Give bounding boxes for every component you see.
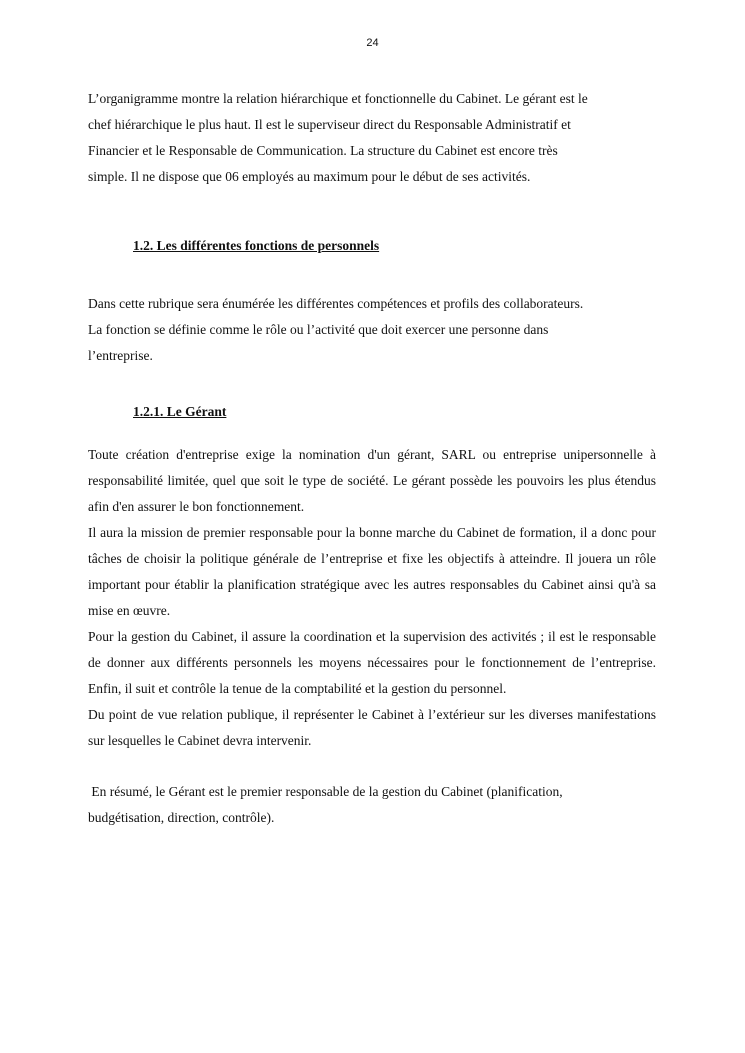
body-paragraph: Du point de vue relation publique, il représenter le Cabinet à l’extérieur sur les diverses manifestations sur lesquelles le Cabinet devra intervenir.	[88, 707, 656, 748]
summary-line: En résumé, le Gérant est le premier responsable de la gestion du Cabinet (planification,	[88, 784, 563, 799]
section-intro-line: La fonction se définie comme le rôle ou l’activité que doit exercer une personne dans	[88, 322, 549, 337]
summary-paragraph	[88, 779, 656, 831]
subsection-heading: 1.2.1. Le Gérant	[133, 404, 227, 419]
section-intro-paragraph	[88, 291, 656, 369]
summary-line: budgétisation, direction, contrôle).	[88, 810, 275, 825]
intro-paragraph	[88, 86, 656, 190]
section-intro-line: l’entreprise.	[88, 348, 153, 363]
body-paragraph: Pour la gestion du Cabinet, il assure la coordination et la supervision des activités ; il est le responsable de donner aux différents personnels les moyens nécessaires pour le fonctionnement de l’entreprise. Enfin, il suit et contrôle la tenue de la comptabilité et la gestion du personnel.	[88, 629, 656, 696]
section-heading: 1.2. Les différentes fonctions de personnels	[133, 238, 380, 253]
intro-line: L’organigramme montre la relation hiérarchique et fonctionnelle du Cabinet. Le gérant est le	[88, 91, 588, 106]
body-paragraph: Toute création d'entreprise exige la nomination d'un gérant, SARL ou entreprise unipersonnelle à responsabilité limitée, quel que soit le type de société. Le gérant possède les pouvoirs les plus étendus afin d'en assurer le bon fonctionnement.	[88, 447, 656, 514]
section-intro-line: Dans cette rubrique sera énumérée les différentes compétences et profils des collaborateurs.	[88, 296, 584, 311]
gerant-body	[88, 442, 656, 754]
intro-line: chef hiérarchique le plus haut. Il est le superviseur direct du Responsable Administratif et	[88, 117, 571, 132]
intro-line: Financier et le Responsable de Communication. La structure du Cabinet est encore très	[88, 143, 558, 158]
page-number: 24	[366, 37, 379, 49]
body-paragraph: Il aura la mission de premier responsable pour la bonne marche du Cabinet de formation, il a donc pour tâches de choisir la politique générale de l’entreprise et fixe les objectifs à atteindre. Il jouera un rôle important pour établir la planification stratégique avec les autres responsables du Cabinet ainsi qu'à sa mise en œuvre.	[88, 525, 656, 618]
intro-line: simple. Il ne dispose que 06 employés au maximum pour le début de ses activités.	[88, 169, 531, 184]
